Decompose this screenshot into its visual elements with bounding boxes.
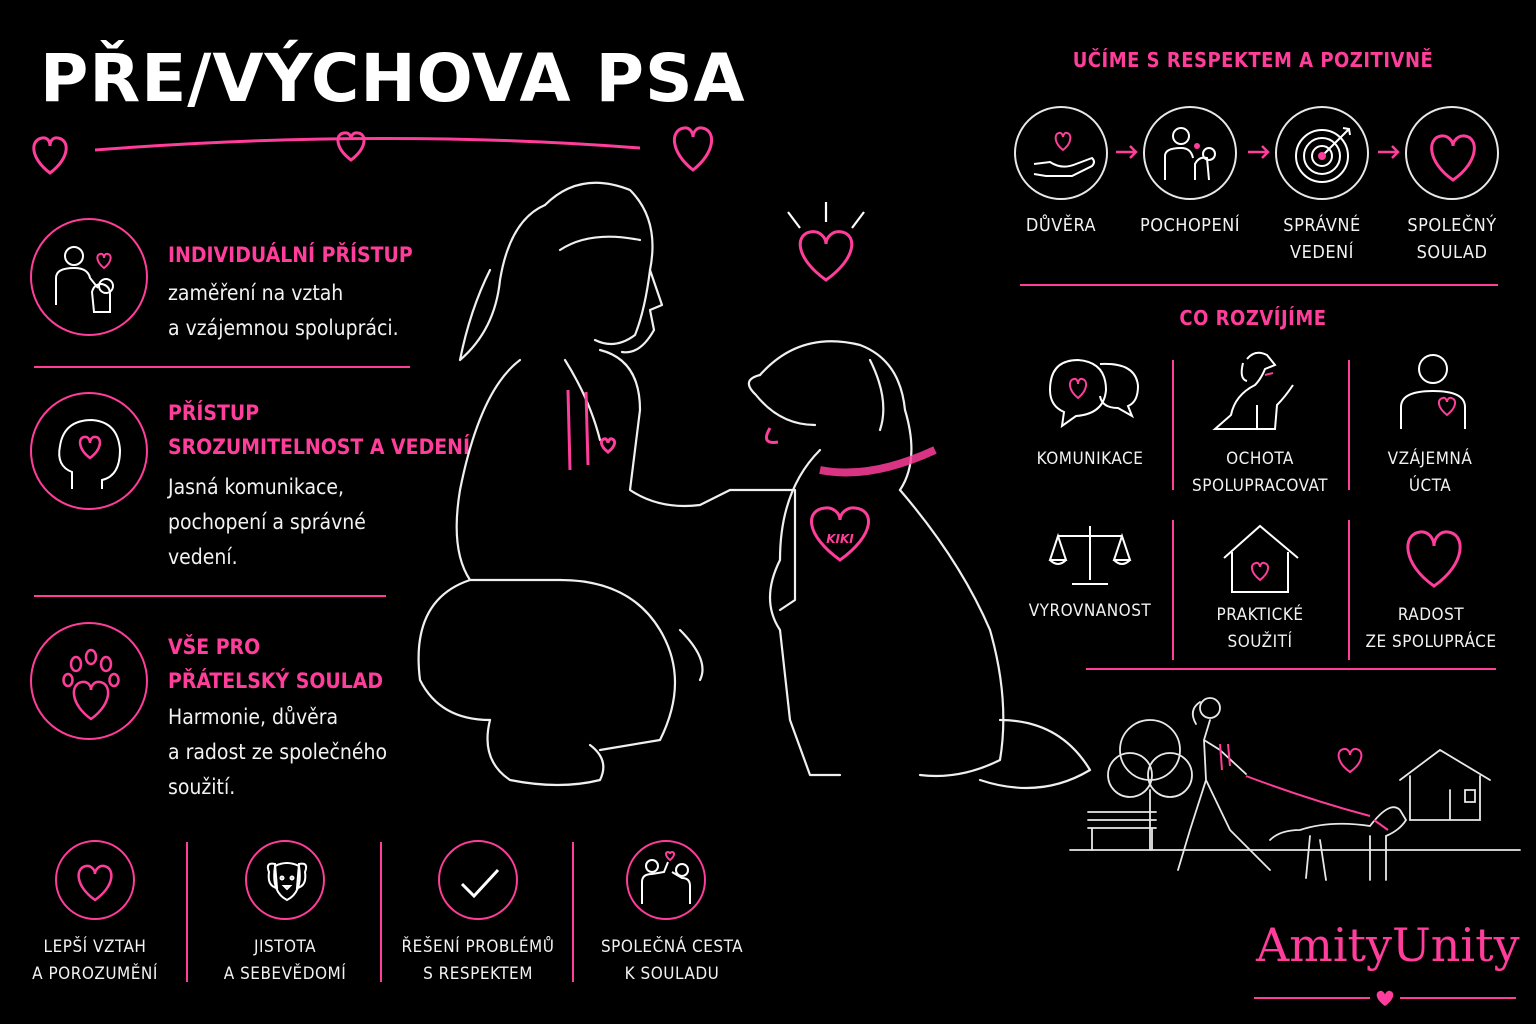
head-heart-icon	[32, 394, 150, 512]
person-with-dog-icon	[32, 220, 150, 338]
divider	[1348, 360, 1350, 490]
dog-face-icon	[247, 842, 327, 922]
process-step-label-1: DŮVĚRA	[1025, 215, 1097, 236]
develop-label-2: OCHOTA SPOLUPRACOVAT	[1192, 449, 1328, 496]
process-heading: UČÍME S RESPEKTEM A POZITIVNĚ	[1072, 48, 1434, 72]
divider	[1348, 520, 1350, 660]
heart-icon	[57, 842, 137, 922]
divider	[1172, 520, 1174, 660]
heart-icon	[1407, 108, 1501, 202]
section-body-1: zaměření na vztah a vzájemnou spolupráci.	[168, 281, 399, 340]
section-heading-2: PŘÍSTUP SROZUMITELNOST A VEDENÍ	[168, 401, 471, 459]
person-high-five-icon	[628, 842, 708, 922]
process-step-circle-1	[1014, 106, 1108, 200]
bottom-icon-circle-4	[626, 840, 706, 920]
process-step-label-4: SPOLEČNÝ SOULAD	[1407, 215, 1497, 263]
walking-scene-illustration	[1070, 680, 1520, 900]
divider	[1086, 668, 1496, 670]
dog-tag-label: KIKI	[826, 532, 854, 546]
bottom-caption-3: ŘEŠENÍ PROBLÉMŮ S RESPEKTEM	[401, 937, 555, 984]
process-arrows	[1108, 140, 1408, 164]
divider	[572, 842, 574, 982]
divider	[380, 842, 382, 982]
develop-label-3: VZÁJEMNÁ ÚCTA	[1387, 449, 1473, 496]
section-body-2: Jasná komunikace, pochopení a správné vedení.	[168, 475, 366, 569]
section-body-3: Harmonie, důvěra a radost ze společného soužití.	[168, 705, 388, 799]
scales-icon	[1048, 520, 1132, 590]
paw-heart-icon	[32, 624, 150, 742]
process-step-label-3: SPRÁVNÉ VEDENÍ	[1283, 215, 1361, 263]
divider	[1020, 284, 1498, 286]
section-heading-3: VŠE PRO PŘÁTELSKÝ SOULAD	[168, 635, 384, 693]
divider	[1172, 360, 1174, 490]
process-step-circle-4	[1405, 106, 1499, 200]
develop-label-4: VYROVNANOST	[1028, 601, 1152, 621]
section-heading-1: INDIVIDUÁLNÍ PŘÍSTUP	[168, 243, 413, 267]
divider	[34, 366, 410, 368]
section-icon-circle-1	[30, 218, 148, 336]
person-heart-icon	[1395, 345, 1475, 435]
sitting-dog-icon	[1205, 345, 1305, 435]
bottom-caption-4: SPOLEČNÁ CESTA K SOULADU	[600, 937, 744, 984]
section-icon-circle-3	[30, 622, 148, 740]
page-title: PŘE/VÝCHOVA PSA	[40, 40, 746, 117]
woman-and-dog-illustration	[400, 160, 1100, 820]
heart-icon	[1392, 520, 1476, 592]
section-icon-circle-2	[30, 392, 148, 510]
hand-heart-icon	[1016, 108, 1110, 202]
bottom-caption-2: JISTOTA A SEBEVĚDOMÍ	[223, 937, 347, 984]
develop-label-5: PRAKTICKÉ SOUŽITÍ	[1216, 605, 1304, 652]
arrow-right-icon	[1378, 146, 1398, 158]
divider	[186, 842, 188, 982]
bottom-icon-circle-3	[438, 840, 518, 920]
process-step-label-2: POCHOPENÍ	[1139, 215, 1241, 236]
bottom-icon-circle-2	[245, 840, 325, 920]
speech-bubbles-icon	[1040, 350, 1150, 430]
divider	[34, 595, 386, 597]
house-heart-icon	[1220, 520, 1302, 596]
develop-heading: CO ROZVÍJÍME	[1179, 306, 1327, 330]
arrow-right-icon	[1248, 146, 1268, 158]
arrow-right-icon	[1116, 146, 1136, 158]
bottom-icon-circle-1	[55, 840, 135, 920]
heart-icon	[1377, 991, 1394, 1006]
develop-label-6: RADOST ZE SPOLUPRÁCE	[1365, 605, 1497, 652]
brand-underline	[1254, 988, 1516, 1008]
checkmark-icon	[440, 842, 520, 922]
brand-logo: AmityUnity	[1256, 918, 1520, 972]
develop-label-1: KOMUNIKACE	[1036, 449, 1144, 469]
bottom-caption-1: LEPŠÍ VZTAH A POROZUMĚNÍ	[32, 937, 158, 984]
